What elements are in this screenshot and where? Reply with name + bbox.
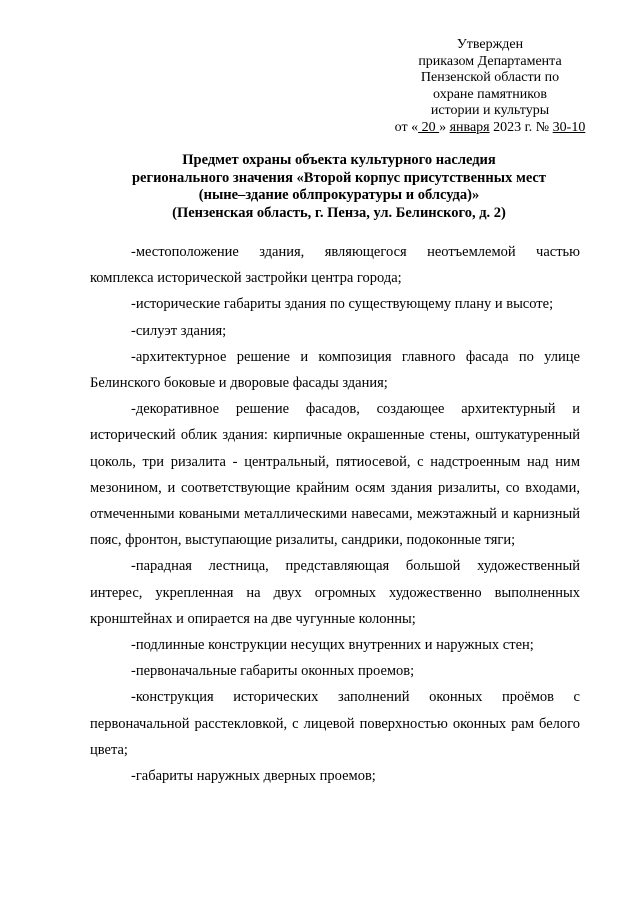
protection-item: -декоративное решение фасадов, создающее архитектурный и исторический облик здания: кирпичные окрашенные стены, оштукатуренный цоколь, три ризалита - центральный, пятиосевой, с надстроенным над ним мезонином, и соответствующие крайним осям здания ризалиты, со входами, отмеченными коваными металлическими навесами, межэтажный и карнизный пояс, фронтон, выступающие ризалиты, сандрики, подоконные тяги; [90, 401, 580, 549]
title-line: (ныне–здание облпрокуратуры и облсуда)» [198, 187, 480, 203]
protection-item: -исторические габариты здания по существующему плану и высоте; [131, 296, 554, 313]
approval-line: истории и культуры [430, 103, 550, 118]
protection-item: -габариты наружных дверных проемов; [131, 768, 376, 785]
approval-line: Пензенской области по [420, 70, 560, 85]
document-title [90, 152, 588, 222]
protection-item: -подлинные конструкции несущих внутренних и наружных стен; [131, 637, 534, 654]
date-month: января [449, 119, 490, 135]
protection-item: -местоположение здания, являющегося неотъемлемой частью комплекса исторической застройки центра города; [90, 244, 580, 287]
protection-item: -парадная лестница, представляющая большой художественный интерес, укрепленная на двух огромных художественно выполненных кронштейнах и опирается на две чугунные колонны; [90, 558, 580, 627]
protection-items-list [90, 239, 580, 789]
title-line: Предмет охраны объекта культурного наследия [182, 152, 496, 168]
date-year: 2023 г. № [489, 119, 553, 135]
protection-item: -архитектурное решение и композиция главного фасада по улице Белинского боковые и дворовые фасады здания; [90, 348, 580, 392]
title-line: (Пензенская область, г. Пенза, ул. Белинского, д. 2) [172, 204, 506, 221]
approval-line: охране памятников [433, 86, 547, 102]
protection-item: -силуэт здания; [131, 322, 227, 339]
approval-line: Утвержден [456, 37, 524, 52]
protection-item: -первоначальные габариты оконных проемов; [131, 663, 415, 680]
approval-date-line [380, 120, 600, 137]
date-day: 20 [418, 119, 440, 135]
protection-item: -конструкция исторических заполнений оконных проёмов с первоначальной расстекловкой, с лицевой поверхностью оконных рам белого цвета; [90, 689, 580, 758]
title-line: регионального значения «Второй корпус присутственных мест [131, 169, 546, 186]
approval-line: приказом Департамента [418, 53, 562, 69]
order-number: 30-10 [552, 119, 586, 135]
date-prefix: от « [394, 119, 419, 135]
date-mid: » [439, 119, 450, 135]
approval-stamp [380, 37, 600, 136]
